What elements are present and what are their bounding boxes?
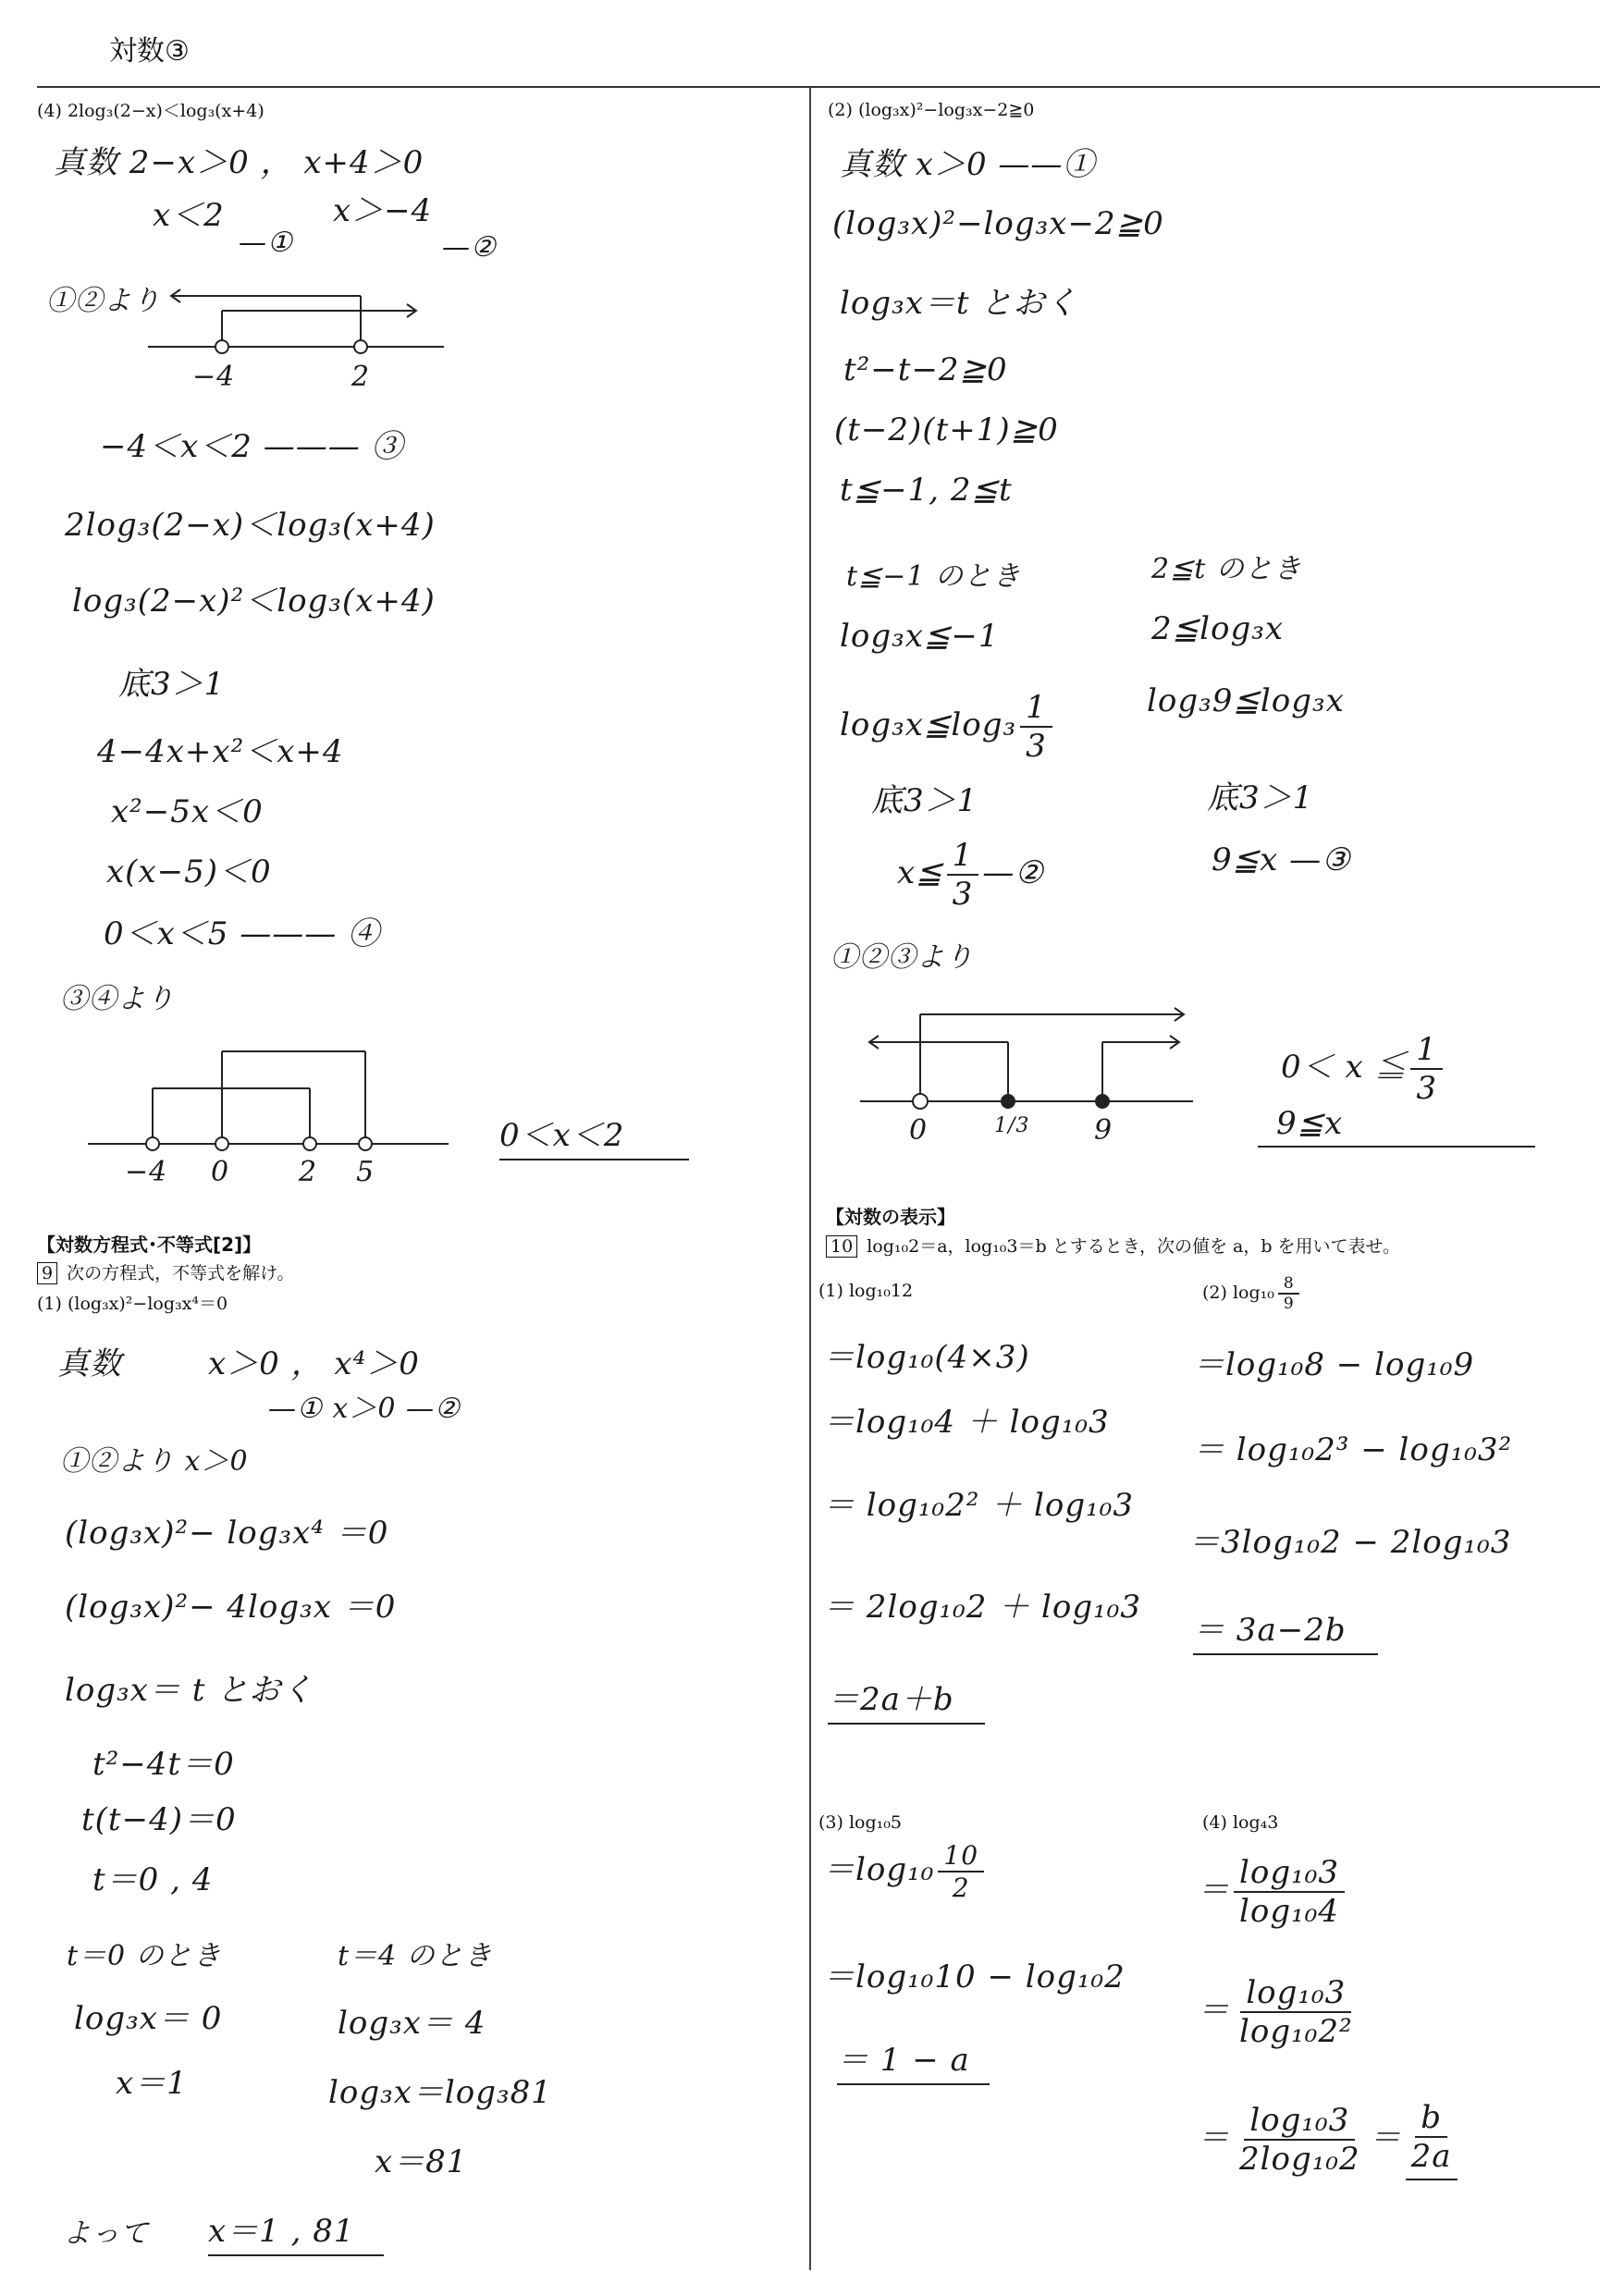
ten-halves-fraction: $\frac{10}{2}$ [938,1840,984,1903]
q1-line: x＝1 [116,2065,188,2102]
q2-line: log₃x≦−1 [840,618,1000,655]
p3-line: ＝log₁₀ $\frac{10}{2}$ [823,1840,988,1903]
nl3-tick: 1/3 [994,1114,1030,1137]
q1-line: x＝81 [375,2143,468,2180]
nl2-tick: 2 [299,1156,318,1188]
q4-line: ③④より [60,983,175,1015]
q4-line: ①②より [46,285,161,317]
q2-line: t²−t−2≧0 [843,351,1008,388]
p2-line: ＝log₁₀8 − log₁₀9 [1193,1346,1475,1383]
q2-line: 底3＞1 [871,782,978,819]
q2-answer-2: 9≦x [1258,1105,1535,1148]
p1-line: ＝log₁₀4 ＋ log₁₀3 [823,1404,1110,1441]
p2-line: ＝3log₁₀2 − 2log₁₀3 [1188,1524,1512,1561]
q2-heading: (2) (log₃x)²−log₃x−2≧0 [828,100,1035,120]
q1-line: log₃x＝log₃81 [328,2074,552,2111]
p1-answer: ＝2a＋b [828,1674,985,1725]
section-header-right: 【対数の表示】 [826,1206,955,1228]
q1-line: log₃x＝ 4 [338,2005,486,2042]
problem-9-text: 次の方程式，不等式を解け。 [67,1263,295,1283]
page-title: 対数③ [109,35,190,68]
q1-heading: (1) (log₃x)²−log₃x⁴＝0 [37,1294,228,1314]
q4-line: x＞−4 [333,192,433,229]
nl3-tick: 0 [909,1114,929,1147]
q1-line: t＝4 のとき [338,1940,493,1972]
p4-line: ＝ $\frac{\text{log₁₀3}}{\text{log₁₀2²}}$ [1198,1974,1362,2050]
q2-line: 真数 x＞0 ——① [840,146,1096,183]
nl2-tick: 0 [211,1156,230,1188]
p3-line: ＝log₁₀10 − log₁₀2 [823,1958,1126,1995]
p4-line: ＝ $\frac{\text{log₁₀3}}{\text{log₁₀4}}$ [1198,1854,1348,1930]
p4-fraction: $\frac{\text{log₁₀3}}{\text{log₁₀2²}}$ [1239,1974,1353,2050]
one-third-fraction: $\frac{1}{3}$ [1410,1031,1443,1107]
q1-line: t＝0 , 4 [92,1861,214,1898]
p1-line: ＝log₁₀(4×3) [823,1339,1030,1376]
q4-line: 4−4x+x²＜x+4 [97,733,344,770]
q1-answer: x＝1 , 81 [208,2205,384,2256]
q4-line: log₃(2−x)²＜log₃(x+4) [72,583,436,620]
nl2-tick: 5 [356,1156,375,1188]
q4-line: 底3＞1 [118,666,226,703]
q4-line: —① [239,227,293,259]
q2-line: t≦−1 のとき [846,560,1021,593]
q1-line: x＞0 ， x⁴＞0 [208,1345,420,1382]
q2-line: (t−2)(t+1)≧0 [834,411,1059,448]
q2-answer-1: 0＜ x ≦ $\frac{1}{3}$ [1281,1031,1446,1107]
q2-line: log₃x＝t とおく [840,285,1078,322]
q2-line: (log₃x)²−log₃x−2≧0 [832,205,1164,242]
problem-9 [37,1259,294,1284]
q2-line: 底3＞1 [1207,780,1314,816]
p2-line: ＝ log₁₀2³ − log₁₀3² [1193,1431,1513,1468]
q4-line: x²−5x＜0 [111,793,264,830]
p3-heading: (3) log₁₀5 [818,1812,902,1833]
q2-line: t≦−1, 2≦t [840,472,1013,509]
q1-line: —① x＞0 —② [268,1393,461,1425]
number-line-2 [83,1040,453,1156]
q2-line: ①②③より [830,941,974,974]
one-third-fraction: $\frac{1}{3}$ [947,837,979,913]
nl1-tick: −4 [192,361,236,393]
number-line-1 [139,277,453,402]
q4-line: 0＜x＜5 ——— ④ [104,915,381,952]
q2-line: 2≦t のとき [1151,553,1302,585]
q4-line: —② [442,231,497,264]
p1-heading: (1) log₁₀12 [818,1281,914,1301]
q1-line: t＝0 のとき [67,1940,222,1972]
q4-answer: 0＜x＜2 [499,1110,689,1160]
q1-line: t²−4t＝0 [92,1746,235,1783]
q4-line: 2log₃(2−x)＜log₃(x+4) [65,507,436,544]
p3-answer: ＝ 1 − a [837,2034,990,2085]
one-third-fraction: $\frac{1}{3}$ [1020,689,1052,765]
nl2-tick: −4 [125,1156,168,1188]
problem-10 [826,1233,1400,1258]
q4-line: x(x−5)＜0 [106,853,272,890]
problem-10-text: log₁₀2＝a，log₁₀3＝b とするとき，次の値を a，b を用いて表せ。 [867,1236,1400,1257]
p4-answer: $\frac{b}{2a}$ [1406,2099,1458,2180]
q1-line: よって [63,2217,149,2250]
p2-answer: ＝ 3a−2b [1193,1604,1378,1655]
problem-number-9: 9 [37,1262,57,1284]
p1-line: ＝ log₁₀2² ＋ log₁₀3 [823,1487,1135,1524]
header-rule [37,86,1600,88]
q1-line: t(t−4)＝0 [81,1801,237,1838]
p4-heading: (4) log₄3 [1202,1812,1279,1833]
q1-line: log₃x＝ 0 [74,2000,223,2037]
q2-line: x≦ $\frac{1}{3}$ —② [897,837,1044,913]
q4-line: −4＜x＜2 ——— ③ [100,428,404,465]
q2-line: log₃9≦log₃x [1147,682,1345,719]
problem-number-10: 10 [826,1235,857,1258]
q1-line: ①②より x＞0 [60,1445,249,1478]
number-line-3 [855,1003,1198,1119]
q2-line: 2≦log₃x [1151,610,1285,647]
q2-line: log₃x≦log₃ $\frac{1}{3}$ [840,689,1056,765]
p4-fraction: $\frac{\text{log₁₀3}}{\text{log₁₀4}}$ [1234,1854,1345,1930]
q4-heading: (4) 2log₃(2−x)＜log₃(x+4) [37,101,265,121]
p2-heading: (2) log₁₀ $\frac{8}{9}$ [1202,1274,1303,1313]
q1-line: 真数 [57,1345,122,1382]
eight-ninths-fraction: $\frac{8}{9}$ [1278,1274,1299,1313]
q1-line: (log₃x)²− log₃x⁴ ＝0 [65,1515,389,1552]
p4-line: ＝ $\frac{\text{log₁₀3}}{\text{2log₁₀2}}$ ＝ $\frac{b}{2a}$ [1198,2099,1461,2180]
p4-fraction: $\frac{\text{log₁₀3}}{\text{2log₁₀2}}$ [1239,2102,1360,2178]
nl3-tick: 9 [1094,1114,1113,1147]
column-divider [809,88,811,2270]
q4-line: x＜2 [153,197,225,234]
q4-line: 真数 2−x＞0 ， x+4＞0 [54,144,424,181]
q2-line: 9≦x —③ [1212,841,1351,878]
q1-line: (log₃x)²− 4log₃x ＝0 [65,1589,397,1626]
p1-line: ＝ 2log₁₀2 ＋ log₁₀3 [823,1589,1142,1626]
q1-line: log₃x＝ t とおく [65,1672,314,1709]
nl1-tick: 2 [351,361,371,393]
section-header-left: 【対数方程式･不等式[2]】 [37,1234,262,1256]
